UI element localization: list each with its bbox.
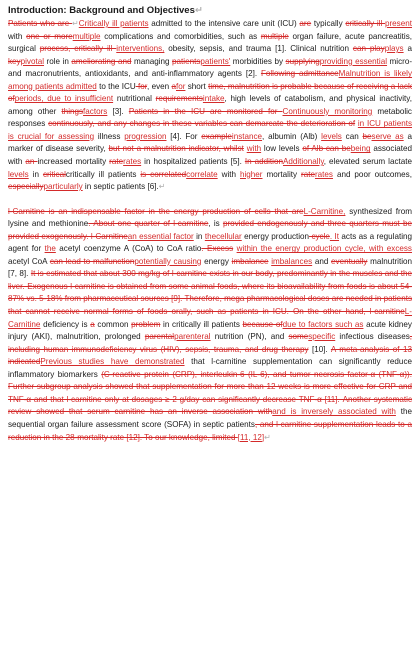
paragraph-mark: ↵	[264, 432, 271, 442]
body-text: with	[217, 169, 240, 179]
inserted-text: an essential factor	[127, 231, 194, 241]
deleted-text: l-Carnitine is an indispensable factor in the energy production of cells that are	[8, 206, 304, 216]
deleted-text: It is estimated that about 300 mg/kg of l-carnitine exists in our body, predominantly in the muscles and the liver. Exogenous l-carnitine is obtained from some animal foods, where its bioavailability from foods is about 54-87% vs. 5-18% from pharmaceutical sources [9]. Therefore, mega pharmacological doses are needed in patients that cannot receive normal forms of foods orally, such as patients in ICU. On the other hand, l-carnitine	[8, 269, 412, 317]
body-text: micro- and macronutrients, antioxidants, and anti-inflammatory agents [2].	[8, 56, 413, 79]
body-text: , elevated serum lactate	[323, 157, 412, 167]
body-text: in critically ill patients	[160, 319, 243, 329]
body-text: short	[185, 81, 209, 91]
inserted-text: with	[246, 144, 262, 154]
inserted-text: multiple	[72, 31, 101, 41]
inserted-text: rates	[123, 157, 142, 167]
body-text: metabolic responses	[8, 106, 412, 129]
deleted-text: process, critically ill	[39, 44, 117, 54]
body-text: morbidities by	[230, 56, 286, 66]
inserted-text: parenteral	[174, 332, 211, 342]
inserted-text: being	[350, 144, 371, 154]
deleted-text: but not a malnutrition indicator, whilst	[108, 144, 244, 154]
inserted-text: the	[44, 244, 56, 254]
deleted-text: can lead to malfunction	[49, 256, 135, 266]
inserted-text: due to factors such as	[282, 319, 364, 329]
heading-text: Introduction: Background and Objectives	[8, 5, 195, 16]
inserted-text: [11, 12]	[237, 432, 265, 442]
deleted-text: imbalance	[231, 256, 269, 266]
deleted-text: (C-reactive protein (CRP), interleukin-6 (IL-6), and tumor necrosis factor-α (TNF-α)). Further subgroup analysis showed that supplementation for more than 12 weeks is more effective for CRP and TNF-α and that l-carnitine only at dosages ≥ 2 g/day can significantly decrease TNF-α [11]. Another systematic review showed that serum carnitine has an inverse association with	[8, 369, 412, 417]
body-text: complications and comorbidities, such as	[100, 31, 261, 41]
inserted-text: progression	[124, 131, 167, 141]
body-text: organ failure, acute pancreatitis, surgical	[8, 31, 412, 54]
body-text: with	[8, 31, 27, 41]
inserted-text: the	[204, 231, 217, 241]
deleted-text: critical	[42, 169, 66, 179]
deleted-text: a	[90, 319, 95, 329]
paragraph-mark: ↵	[71, 19, 79, 28]
deleted-text: . Excess	[201, 244, 234, 254]
inserted-text: Continuously monitoring	[282, 106, 373, 116]
deleted-text: especially	[8, 182, 44, 192]
inserted-text: potentially causing	[134, 256, 202, 266]
deleted-text: for	[135, 81, 148, 91]
deleted-text: continuously, and any changes in these variables can demarcate the deterioration of	[48, 119, 356, 129]
inserted-text: periods, due to insufficient	[14, 94, 114, 104]
deleted-text: an	[25, 157, 38, 167]
inserted-text: providing essential	[319, 56, 388, 66]
inserted-text: levels	[8, 169, 29, 179]
body-text: illness	[94, 131, 125, 141]
deleted-text: problem	[131, 319, 161, 329]
inserted-text: in ICU patients is crucial for assessing	[8, 119, 412, 141]
inserted-text: instance	[231, 131, 263, 141]
paragraph-intro	[8, 18, 412, 194]
body-text: in	[193, 231, 205, 241]
body-text: and	[312, 256, 332, 266]
inserted-text: . It	[329, 231, 340, 241]
deleted-text: multiple	[260, 31, 289, 41]
section-heading	[8, 4, 412, 17]
body-text: nutrition (PN), and	[210, 332, 289, 342]
body-text: patients	[104, 169, 141, 179]
body-text: [3].	[107, 106, 129, 116]
inserted-text: correlate	[186, 169, 218, 179]
body-text: typically	[311, 19, 346, 28]
body-text: can	[341, 131, 363, 141]
deleted-text: Patients who are	[8, 19, 72, 28]
inserted-text: within the energy production cycle, with excess	[236, 244, 412, 254]
body-text: , even	[147, 81, 172, 91]
deleted-text: is correlated	[140, 169, 187, 179]
deleted-text: things	[61, 106, 84, 116]
body-text: infectious diseases	[335, 332, 410, 342]
inserted-text: cellular	[216, 231, 242, 241]
body-text: acts as a regulating agent for	[8, 231, 412, 254]
body-text: deficiency is	[40, 319, 91, 329]
body-text: to the ICU	[96, 81, 136, 91]
body-text: common	[94, 319, 132, 329]
body-text: acetyl coenzyme A (CoA) to CoA ratio	[55, 244, 202, 254]
deleted-text: rate	[301, 169, 315, 179]
deleted-text: example	[201, 131, 232, 141]
body-text: energy	[201, 256, 232, 266]
body-text: and poor outcomes,	[332, 169, 412, 179]
body-text: , high levels of catabolism, and physical inactivity, among other	[8, 94, 413, 116]
body-text: energy production	[241, 231, 310, 241]
deleted-text: some	[288, 332, 309, 342]
body-text: nutritional	[113, 94, 156, 104]
inserted-text: Malnutrition is likely among patients admitted	[8, 69, 413, 91]
deleted-text: In addition	[244, 157, 283, 167]
deleted-text: , including human immunodeficiency virus (HIV), sepsis, trauma, and drug therapy	[8, 332, 412, 354]
deleted-text: cycle	[309, 231, 330, 241]
body-text: the sequential organ failure assessment score (SOFA) in septic patients	[8, 407, 412, 429]
body-text: [4]. For	[166, 131, 202, 141]
deleted-text: . About one quarter of l-carnitine	[88, 219, 209, 229]
inserted-text: factors	[83, 106, 108, 116]
deleted-text: because of	[242, 319, 283, 329]
inserted-text: higher	[240, 169, 263, 179]
body-text: associated with	[8, 144, 413, 167]
body-text: , is	[208, 219, 223, 229]
inserted-text: imbalances	[271, 256, 313, 266]
paragraph-carnitine	[8, 206, 412, 444]
inserted-text: for	[175, 81, 186, 91]
deleted-text: A meta-analysis of 13 indicated	[8, 344, 412, 367]
paragraph-mark: ↵	[158, 182, 166, 192]
inserted-text: specific	[308, 332, 336, 342]
body-text: malnutrition [7, 8].	[8, 256, 413, 279]
body-text: in	[28, 169, 43, 179]
inserted-text: particularly	[43, 182, 83, 192]
body-text: acetyl CoA	[8, 256, 50, 266]
deleted-text: are	[299, 19, 312, 28]
inserted-text: Additionally	[282, 157, 324, 167]
inserted-text: plays	[384, 44, 404, 54]
inserted-text: serve as	[371, 131, 404, 141]
inserted-text: and is inversely associated with	[272, 407, 396, 417]
inserted-text: intake	[202, 94, 225, 104]
body-text: managing	[131, 56, 173, 66]
inserted-text: pivotal	[20, 56, 45, 66]
body-text: increased mortality	[37, 157, 110, 167]
inserted-text: rates	[314, 169, 333, 179]
deleted-text: time, malnutrition is probable because of receiving a lack of	[8, 81, 412, 104]
deleted-text: ameliorating and	[71, 56, 132, 66]
deleted-text: provided endogenously and three quarters must be provided exogenously. l-Carnitine	[8, 219, 412, 241]
body-text: a marker of disease severity,	[8, 131, 412, 154]
paragraph-mark: ↵	[194, 5, 203, 16]
deleted-text: eventually	[331, 256, 368, 266]
inserted-text: L-Carnitine	[8, 307, 412, 329]
deleted-text: can play	[352, 44, 385, 54]
body-text: that l-carnitine supplementation can significantly reduce inflammatory biomarkers	[8, 357, 412, 379]
body-text: [10].	[312, 344, 331, 354]
body-text: role in	[44, 56, 72, 66]
deleted-text: one or more	[26, 31, 73, 41]
body-text: low levels	[261, 144, 303, 154]
deleted-text: , and l-carnitine supplementation leads to a reduction in the 28-mortality rate [12]. To our knowledge, limited	[8, 419, 413, 442]
deleted-text: Patients in the ICU are monitored for	[128, 106, 283, 116]
paragraph-gap	[8, 194, 412, 206]
inserted-text: Previous studies have demonstrated	[40, 357, 185, 367]
deleted-text: a	[171, 81, 176, 91]
inserted-text: interventions,	[116, 44, 165, 54]
body-text: synthesized from lysine and methionine	[8, 206, 412, 229]
deleted-text: of Alb can be	[302, 144, 351, 154]
deleted-text: key	[8, 56, 21, 66]
body-text: admitted to the intensive care unit (ICU)	[148, 19, 300, 28]
deleted-text: patients	[172, 56, 201, 66]
body-text: obesity, sepsis, and trauma [1]. Clinical nutrition	[164, 44, 353, 54]
deleted-text: critically ill	[345, 19, 385, 28]
inserted-text: Critically ill patients	[78, 19, 149, 28]
deleted-text: be	[362, 131, 372, 141]
body-text: a	[403, 44, 412, 54]
deleted-text: parental	[144, 332, 175, 342]
body-text: in septic patients [6].	[82, 182, 159, 192]
body-text: mortality	[262, 169, 302, 179]
inserted-text: levels	[321, 131, 342, 141]
deleted-text: Following admittance	[260, 69, 339, 79]
deleted-text: rate	[109, 157, 124, 167]
deleted-text: requirements	[155, 94, 203, 104]
deleted-text: supplying	[285, 56, 320, 66]
inserted-text: present	[384, 19, 412, 28]
body-text: acute kidney injury (AKI), malnutrition, prolonged	[8, 319, 412, 342]
inserted-text: L-Carnitine,	[303, 206, 346, 216]
body-text: , albumin (Alb)	[262, 131, 322, 141]
body-text: in hospitalized patients [5].	[141, 157, 245, 167]
inserted-text: patients'	[200, 56, 231, 66]
body-text: critically ill	[65, 169, 105, 179]
